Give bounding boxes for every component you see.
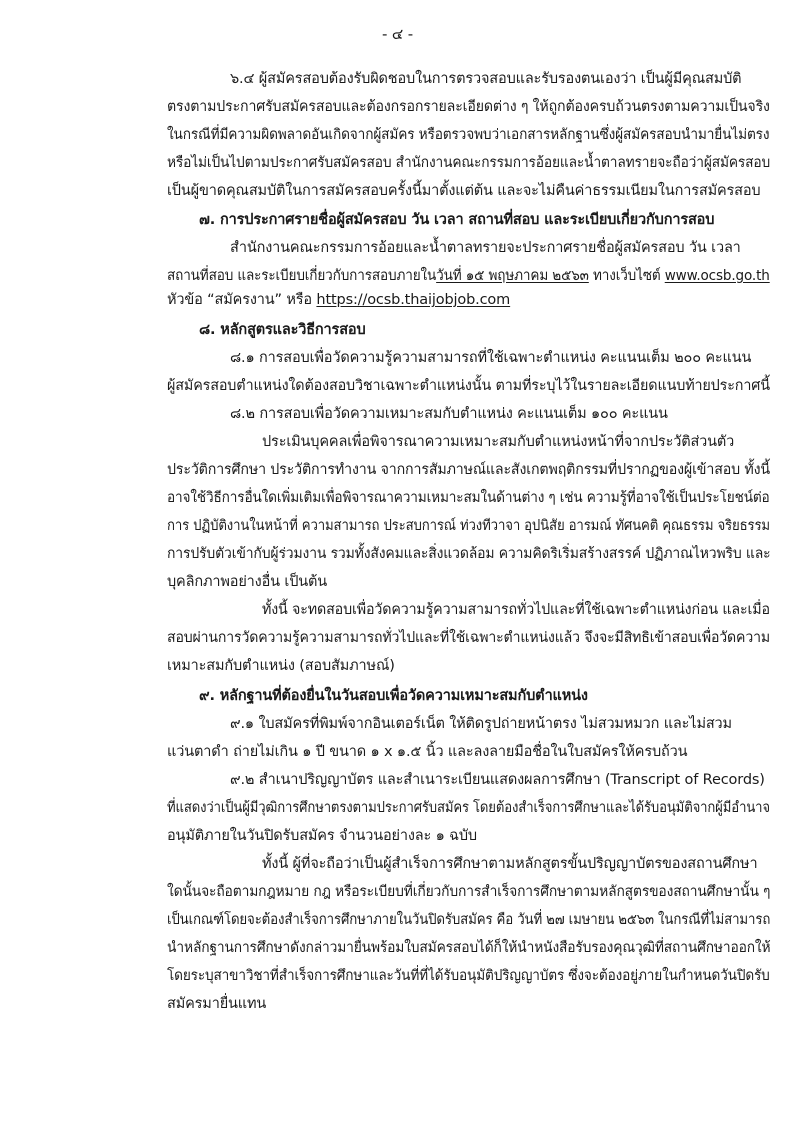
section-heading: ๗. การประกาศรายชื่อผู้สมัครสอบ วัน เวลา สถานที่สอบ และระเบียบเกี่ยวกับการสอบ [199,212,715,228]
section-heading: ๘. หลักสูตรและวิธีการสอบ [199,322,366,338]
paragraph-line: การ ปฏิบัติงานในหน้าที่ ความสามารถ ประสบการณ์ ท่วงทีวาจา อุปนิสัย อารมณ์ ทัศนคติ คุณธรรม จริยธรรม [167,518,770,534]
paragraph-line: ๘.๑ การสอบเพื่อวัดความรู้ความสามารถที่ใช้เฉพาะตำแหน่ง คะแนนเต็ม ๒๐๐ คะแนน [230,350,752,366]
page-number: - ๔ - [382,25,413,43]
paragraph-line: ผู้สมัครสอบตำแหน่งใดต้องสอบวิชาเฉพาะตำแหน่งนั้น ตามที่ระบุไว้ในรายละเอียดแนบท้ายประกาศนี้ [167,378,770,394]
paragraph-line: ประวัติการศึกษา ประวัติการทำงาน จากการสัมภาษณ์และสังเกตพฤติกรรมที่ปรากฏของผู้เข้าสอบ ทั้งนี้ [167,462,770,478]
section-heading: ๙. หลักฐานที่ต้องยื่นในวันสอบเพื่อวัดความเหมาะสมกับตำแหน่ง [199,688,588,704]
paragraph-line: ๘.๒ การสอบเพื่อวัดความเหมาะสมกับตำแหน่ง คะแนนเต็ม ๑๐๐ คะแนน [230,406,668,422]
paragraph-line: ใดนั้นจะถือตามกฎหมาย กฎ หรือระเบียบที่เกี่ยวกับการสำเร็จการศึกษาตามหลักสูตรของสถานศึกษานั้น ๆ [167,884,771,900]
paragraph-line: ทั้งนี้ จะทดสอบเพื่อวัดความรู้ความสามารถทั่วไปและที่ใช้เฉพาะตำแหน่งก่อน และเมื่อ [262,602,770,618]
paragraph-line: ทั้งนี้ ผู้ที่จะถือว่าเป็นผู้สำเร็จการศึกษาตามหลักสูตรขั้นปริญญาบัตรของสถานศึกษา [262,856,758,872]
paragraph-line: โดยระบุสาขาวิชาที่สำเร็จการศึกษาและวันที่ที่ได้รับอนุมัติปริญญาบัตร ซึ่งจะต้องอยู่ภายในกำหนดวันปิดรับ [167,968,770,984]
jobs-website-link[interactable]: https://ocsb.thaijobjob.com [316,292,511,308]
announcement-date: วันที่ ๑๕ พฤษภาคม ๒๕๖๓ [436,268,589,284]
paragraph-line: ๖.๔ ผู้สมัครสอบต้องรับผิดชอบในการตรวจสอบและรับรองตนเองว่า เป็นผู้มีคุณสมบัติ [230,71,742,87]
paragraph-line: การปรับตัวเข้ากับผู้ร่วมงาน รวมทั้งสังคมและสิ่งแวดล้อม ความคิดริเริ่มสร้างสรรค์ ปฏิภาณไหวพริบ และ [167,546,771,562]
paragraph-line: อาจใช้วิธีการอื่นใดเพิ่มเติมเพื่อพิจารณาความเหมาะสมในด้านต่าง ๆ เช่น ความรู้ที่อาจใช้เป็นประโยชน์ต่อ [167,490,770,506]
paragraph-line: บุคลิกภาพอย่างอื่น เป็นต้น [167,574,328,590]
paragraph-line [167,290,510,310]
paragraph-line: เป็นเกณฑ์โดยจะต้องสำเร็จการศึกษาภายในวันปิดรับสมัคร คือ วันที่ ๒๗ เมษายน ๒๕๖๓ ในกรณีที่ไม่สามารถ [167,912,771,928]
paragraph-line: อนุมัติภายในวันปิดรับสมัคร จำนวนอย่างละ ๑ ฉบับ [167,828,477,844]
paragraph-line: ในกรณีที่มีความผิดพลาดอันเกิดจากผู้สมัคร หรือตรวจพบว่าเอกสารหลักฐานซึ่งผู้สมัครสอบนำมายื่นไม่ตรง [167,127,770,143]
paragraph-line: แว่นตาดำ ถ่ายไม่เกิน ๑ ปี ขนาด ๑ x ๑.๕ นิ้ว และลงลายมือชื่อในใบสมัครให้ครบถ้วน [167,744,688,760]
paragraph-line: ๙.๒ สำเนาปริญญาบัตร และสำเนาระเบียนแสดงผลการศึกษา (Transcript of Records) [230,772,765,788]
paragraph-line: ตรงตามประกาศรับสมัครสอบและต้องกรอกรายละเอียดต่าง ๆ ให้ถูกต้องครบถ้วนตรงตามความเป็นจริง [167,99,770,115]
paragraph-line [167,266,770,286]
text-span: ทางเว็บไซต์ [588,268,665,284]
paragraph-line: ประเมินบุคคลเพื่อพิจารณาความเหมาะสมกับตำแหน่งหน้าที่จากประวัติส่วนตัว [262,434,735,450]
paragraph-line: สมัครมายื่นแทน [167,996,267,1012]
paragraph-line: ๙.๑ ใบสมัครที่พิมพ์จากอินเตอร์เน็ต ให้ติดรูปถ่ายหน้าตรง ไม่สวมหมวก และไม่สวม [230,716,732,732]
website-link[interactable]: www.ocsb.go.th [664,268,770,284]
text-span: สถานที่สอบ และระเบียบเกี่ยวกับการสอบภายใน [167,268,437,284]
paragraph-line: เหมาะสมกับตำแหน่ง (สอบสัมภาษณ์) [167,658,395,674]
text-span: หัวข้อ “สมัครงาน” หรือ [167,292,317,308]
paragraph-line: สอบผ่านการวัดความรู้ความสามารถทั่วไปและที่ใช้เฉพาะตำแหน่งแล้ว จึงจะมีสิทธิเข้าสอบเพื่อวัดความ [167,630,770,646]
paragraph-line: ที่แสดงว่าเป็นผู้มีวุฒิการศึกษาตรงตามประกาศรับสมัคร โดยต้องสำเร็จการศึกษาและได้รับอนุมัติจากผู้มีอำนาจ [167,800,770,816]
paragraph-line: หรือไม่เป็นไปตามประกาศรับสมัครสอบ สำนักงานคณะกรรมการอ้อยและน้ำตาลทรายจะถือว่าผู้สมัครสอบ [167,155,771,171]
paragraph-line: นำหลักฐานการศึกษาดังกล่าวมายื่นพร้อมใบสมัครสอบได้ก็ให้นำหนังสือรับรองคุณวุฒิที่สถานศึกษาออกให้ [167,940,771,956]
paragraph-line: สำนักงานคณะกรรมการอ้อยและน้ำตาลทรายจะประกาศรายชื่อผู้สมัครสอบ วัน เวลา [230,240,741,256]
paragraph-line: เป็นผู้ขาดคุณสมบัติในการสมัครสอบครั้งนี้มาตั้งแต่ต้น และจะไม่คืนค่าธรรมเนียมในการสมัครสอบ [167,183,761,199]
